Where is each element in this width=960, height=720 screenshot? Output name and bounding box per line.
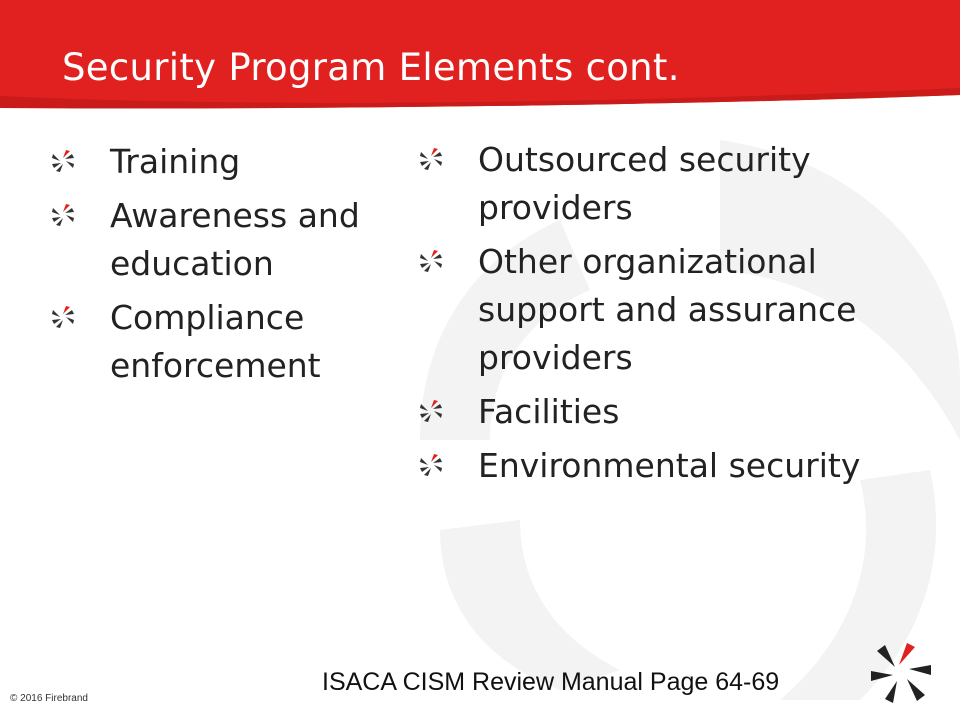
reference-text: ISACA CISM Review Manual Page 64-69 xyxy=(322,668,780,696)
list-item xyxy=(418,136,938,232)
pinwheel-bullet-icon xyxy=(418,248,444,274)
pinwheel-bullet-icon xyxy=(418,398,444,424)
pinwheel-bullet-icon xyxy=(50,202,76,228)
item-text: Training xyxy=(110,142,241,181)
left-bullet-list xyxy=(50,138,390,390)
item-text: Outsourced security providers xyxy=(478,140,811,227)
pinwheel-bullet-icon xyxy=(50,148,76,174)
item-text: Environmental security xyxy=(478,446,861,485)
copyright-text: © 2016 Firebrand xyxy=(10,693,88,704)
item-text: Compliance enforcement xyxy=(110,298,321,385)
list-item xyxy=(418,442,938,490)
list-item xyxy=(50,294,390,390)
slide-title: Security Program Elements cont. xyxy=(62,46,680,89)
list-item xyxy=(50,138,390,186)
item-text: Other organizational support and assurance providers xyxy=(478,242,857,377)
right-bullet-list xyxy=(418,136,938,490)
firebrand-logo-icon xyxy=(866,636,936,706)
item-text: Facilities xyxy=(478,392,620,431)
item-text: Awareness and education xyxy=(110,196,360,283)
pinwheel-bullet-icon xyxy=(418,452,444,478)
header-band xyxy=(0,0,960,110)
list-item xyxy=(418,238,938,382)
pinwheel-bullet-icon xyxy=(418,146,444,172)
list-item xyxy=(418,388,938,436)
list-item xyxy=(50,192,390,288)
pinwheel-bullet-icon xyxy=(50,304,76,330)
